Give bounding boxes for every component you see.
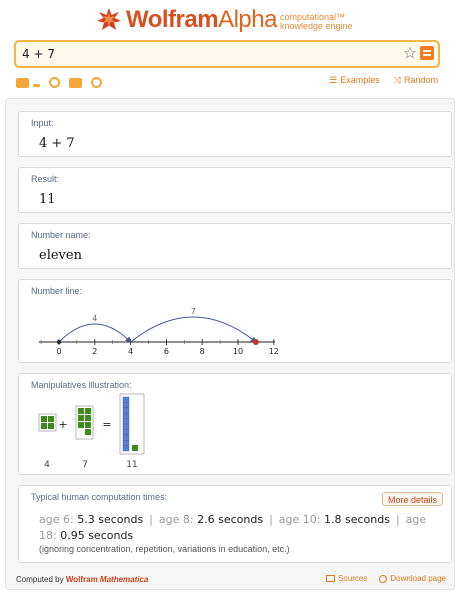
age-entry (39, 513, 143, 526)
pod-title: Input: (31, 118, 54, 128)
age-value: 10: (302, 513, 321, 526)
input-tools (16, 77, 102, 88)
block-group-4 (39, 414, 56, 431)
computed-by-label: Computed by (16, 575, 64, 584)
tick-label: 4 (128, 347, 134, 356)
pod-title: Typical human computation times: (31, 492, 168, 502)
pod-computation-times (18, 485, 452, 563)
examples-label: Examples (340, 75, 380, 85)
number-line-graphic (19, 280, 451, 364)
wolfram-star-icon (96, 7, 122, 33)
tagline (280, 13, 360, 31)
keyboard-dropdown-icon[interactable] (33, 84, 40, 87)
time-value: 5.3 seconds (77, 513, 144, 526)
tick-label: 0 (56, 347, 62, 356)
upload-icon[interactable] (91, 77, 102, 88)
download-icon (379, 575, 387, 583)
label-11: 11 (126, 460, 138, 470)
footer-links (326, 574, 446, 583)
tick-label: 8 (199, 347, 205, 356)
number-name-value: eleven (39, 248, 82, 263)
pod-title: Result: (31, 174, 60, 184)
start-point (57, 340, 61, 344)
pod-title: Manipulatives illustration: (31, 380, 132, 390)
tick-label: 12 (268, 347, 279, 356)
search-input[interactable] (22, 45, 402, 63)
header (0, 0, 460, 98)
mathematica-link[interactable]: Mathematica (99, 575, 149, 584)
age-label: age (39, 513, 60, 526)
tick-label: 6 (163, 347, 169, 356)
sources-icon (326, 575, 335, 582)
arc-second-addend (131, 317, 256, 342)
search-box (14, 40, 440, 68)
label-7: 7 (82, 460, 88, 470)
download-label: Download page (390, 574, 446, 583)
wolfram-alpha-logo[interactable] (96, 4, 360, 36)
age-value: 18: (39, 529, 57, 542)
result-point (253, 339, 259, 345)
random-link[interactable] (394, 75, 438, 86)
brand-name (126, 6, 277, 34)
time-value: 0.95 seconds (60, 529, 134, 542)
age-label: age (158, 513, 180, 526)
age-entry (159, 513, 263, 526)
sources-label: Sources (338, 574, 368, 583)
favorite-star-icon[interactable] (404, 47, 416, 59)
block-group-7 (76, 406, 93, 439)
block-group-11 (120, 394, 144, 454)
computation-note: (ignoring concentration, repetition, variations in education, etc.) (39, 544, 290, 554)
tagline-line2: knowledge engine (279, 21, 353, 31)
separator: | (149, 513, 153, 526)
pod-input (18, 111, 452, 157)
pod-result (18, 167, 452, 213)
wolfram-link[interactable]: Wolfram (65, 575, 98, 584)
input-value: 4 + 7 (39, 136, 75, 151)
tick-label: 2 (92, 347, 98, 356)
tagline-line1: computational™ (279, 12, 346, 22)
pod-title: Number line: (31, 286, 83, 296)
time-value: 1.8 seconds (323, 513, 390, 526)
arc-label-4: 4 (92, 314, 98, 323)
grid-icon[interactable] (69, 78, 82, 88)
pod-manipulatives (18, 373, 452, 475)
shuffle-icon: ⤨ (393, 75, 401, 85)
examples-link[interactable] (329, 75, 380, 86)
brand-wolfram: Wolfram (126, 6, 219, 33)
separator: | (269, 513, 273, 526)
top-links (329, 75, 438, 86)
plus-sign: + (58, 418, 68, 431)
age-label: age (278, 513, 300, 526)
age-label: age (405, 513, 427, 526)
equals-sign: = (102, 418, 112, 431)
pod-number-name (18, 223, 452, 269)
computed-by (16, 575, 148, 584)
sources-link[interactable] (326, 574, 367, 583)
camera-icon[interactable] (49, 77, 60, 88)
results-area (5, 98, 455, 590)
pod-number-line (18, 279, 452, 363)
age-value: 6: (63, 513, 74, 526)
label-4: 4 (44, 460, 50, 470)
keyboard-icon[interactable] (16, 78, 29, 88)
compute-button[interactable] (420, 46, 434, 60)
age-entry (279, 513, 390, 526)
arc-label-7: 7 (190, 307, 196, 316)
result-value: 11 (39, 192, 56, 207)
manipulatives-graphic (19, 374, 451, 476)
brand-alpha: Alpha (218, 6, 277, 33)
time-value: 2.6 seconds (197, 513, 264, 526)
tick-label: 10 (232, 347, 244, 356)
separator: | (395, 513, 400, 526)
download-page-link[interactable] (379, 574, 446, 583)
pod-title: Number name: (31, 230, 91, 240)
computation-times-list (39, 512, 439, 544)
age-value: 8: (182, 513, 194, 526)
more-details-button[interactable]: More details (382, 492, 443, 506)
random-label: Random (403, 75, 438, 85)
list-icon: ☰ (329, 75, 338, 85)
